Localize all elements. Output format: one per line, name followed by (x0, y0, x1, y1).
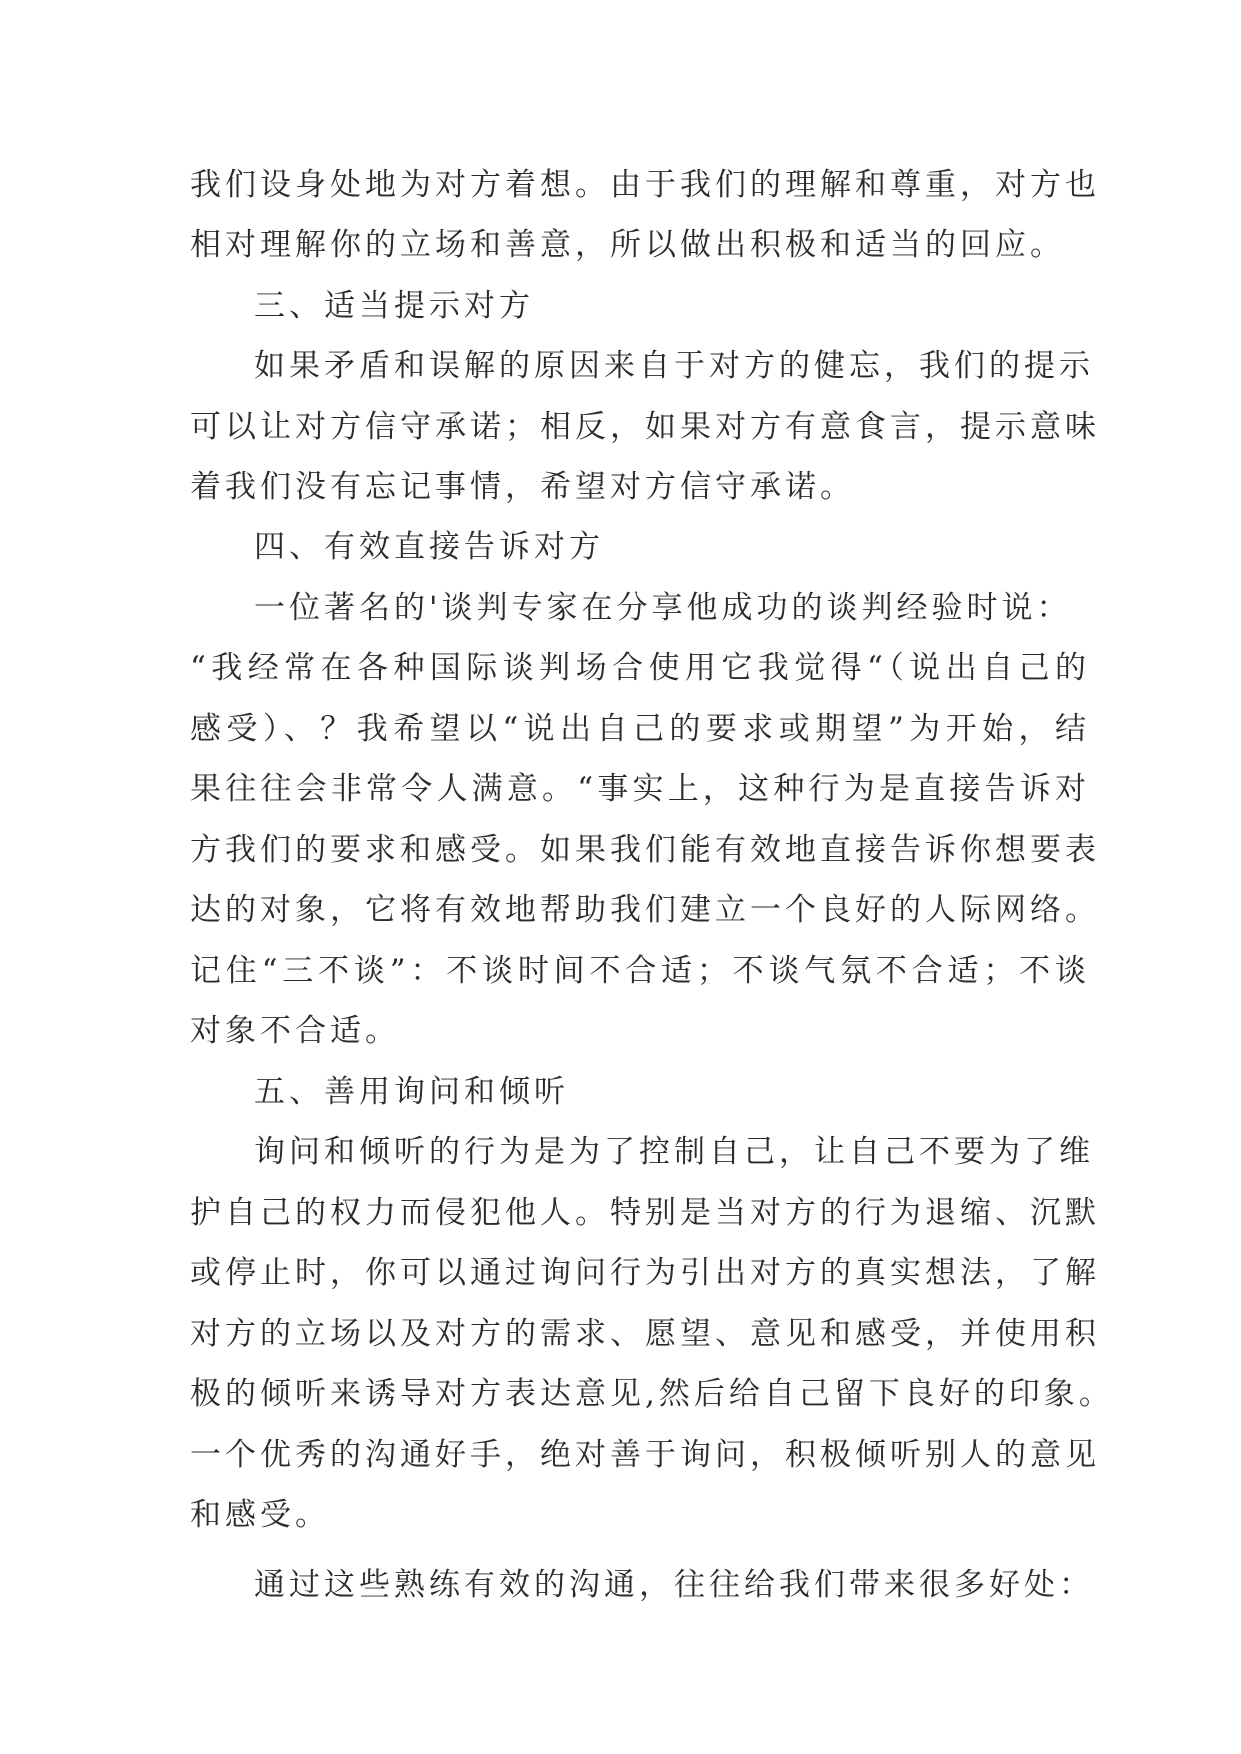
text-line: “我经常在各种国际谈判场合使用它我觉得“（说出自己的 (190, 650, 1090, 686)
text-line: 或停止时，你可以通过询问行为引出对方的真实想法，了解 (190, 1255, 1100, 1291)
text-line: 达的对象，它将有效地帮助我们建立一个良好的人际网络。 (190, 892, 1100, 928)
text-line: 记住“三不谈”：不谈时间不合适；不谈气氛不合适；不谈 (190, 953, 1090, 989)
section-heading: 五、善用询问和倾听 (254, 1074, 569, 1110)
text-line: 对象不合适。 (190, 1013, 400, 1049)
text-line: 着我们没有忘记事情，希望对方信守承诺。 (190, 469, 855, 505)
text-line: 通过这些熟练有效的沟通，往往给我们带来很多好处： (254, 1567, 1094, 1603)
text-line: 如果矛盾和误解的原因来自于对方的健忘，我们的提示 (254, 348, 1094, 384)
section-heading: 四、有效直接告诉对方 (254, 529, 604, 565)
text-line: 我们设身处地为对方着想。由于我们的理解和尊重，对方也 (190, 167, 1100, 203)
text-line: 和感受。 (190, 1497, 330, 1533)
text-line: 方我们的要求和感受。如果我们能有效地直接告诉你想要表 (190, 832, 1100, 868)
text-line: 询问和倾听的行为是为了控制自己，让自己不要为了维 (254, 1134, 1094, 1170)
text-line: 可以让对方信守承诺；相反，如果对方有意食言，提示意味 (190, 409, 1100, 445)
text-line: 果往往会非常令人满意。“事实上，这种行为是直接告诉对 (190, 771, 1090, 807)
text-line: 一位著名的'谈判专家在分享他成功的谈判经验时说： (254, 590, 1072, 626)
text-line: 相对理解你的立场和善意，所以做出积极和适当的回应。 (190, 227, 1065, 263)
section-heading: 三、适当提示对方 (254, 288, 534, 324)
text-line: 感受）、？我希望以“说出自己的要求或期望”为开始，结 (190, 711, 1090, 747)
text-line: 护自己的权力而侵犯他人。特别是当对方的行为退缩、沉默 (190, 1195, 1100, 1231)
text-line: 一个优秀的沟通好手，绝对善于询问，积极倾听别人的意见 (190, 1437, 1100, 1473)
text-line: 对方的立场以及对方的需求、愿望、意见和感受，并使用积 (190, 1316, 1100, 1352)
text-line: 极的倾听来诱导对方表达意见,然后给自己留下良好的印象。 (190, 1376, 1114, 1412)
